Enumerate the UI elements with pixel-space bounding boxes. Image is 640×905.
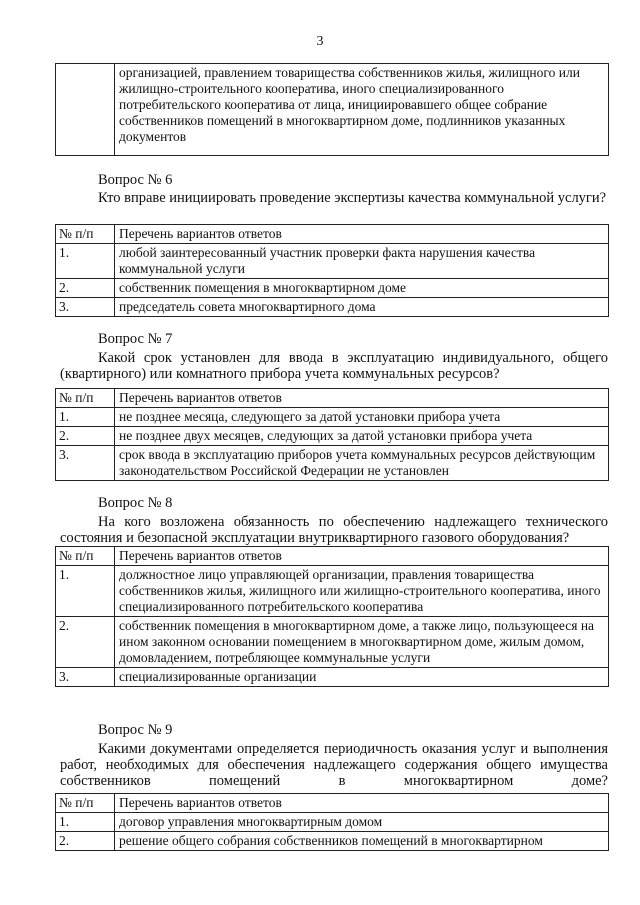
row-number: 1.: [56, 566, 115, 617]
table-row: [56, 408, 609, 427]
table-row: [56, 617, 609, 668]
row-text: решение общего собрания собственников помещений в многоквартирном: [115, 832, 609, 851]
row-number: 3.: [56, 446, 115, 481]
question-8-text: На кого возложена обязанность по обеспечению надлежащего технического состояния и безопасной эксплуатации внутриквартирного газового оборудования?: [60, 514, 608, 546]
header-variants: Перечень вариантов ответов: [115, 547, 609, 566]
row-number: 2.: [56, 832, 115, 851]
row-number: 2.: [56, 617, 115, 668]
question-7-text: Какой срок установлен для ввода в эксплуатацию индивидуального, общего (квартирного) или комнатного прибора учета коммунальных ресурсов?: [60, 350, 608, 382]
row-number: 2.: [56, 279, 115, 298]
question-9-text: Какими документами определяется периодичность оказания услуг и выполнения работ, необходимых для обеспечения надлежащего содержания общего имущества собственников помещений в многоквартирном доме?: [60, 741, 608, 789]
header-number: № п/п: [56, 225, 115, 244]
question-9-table: [55, 793, 609, 851]
table-row: [56, 446, 609, 481]
table-header-row: [56, 794, 609, 813]
table-header-row: [56, 547, 609, 566]
row-text: договор управления многоквартирным домом: [115, 813, 609, 832]
question-7-title: Вопрос № 7: [98, 331, 173, 347]
header-number: № п/п: [56, 794, 115, 813]
header-variants: Перечень вариантов ответов: [115, 389, 609, 408]
table-row: [56, 64, 609, 156]
question-7-table: [55, 388, 609, 481]
row-number: 1.: [56, 244, 115, 279]
header-number: № п/п: [56, 547, 115, 566]
row-number: 1.: [56, 813, 115, 832]
question-8-table: [55, 546, 609, 687]
row-text: не позднее месяца, следующего за датой установки прибора учета: [115, 408, 609, 427]
page-number: 3: [316, 34, 324, 49]
header-variants: Перечень вариантов ответов: [115, 794, 609, 813]
row-text: не позднее двух месяцев, следующих за датой установки прибора учета: [115, 427, 609, 446]
row-number: 3.: [56, 668, 115, 687]
table-row: [56, 668, 609, 687]
row-text: собственник помещения в многоквартирном доме, а также лицо, пользующееся на ином законном основании помещением в многоквартирном доме, жилым домом, домовладением, потребляющее коммунальные услуги: [115, 617, 609, 668]
row-text: должностное лицо управляющей организации, правления товарищества собственников жилья, жилищного или жилищно-строительного кооператива, иного специализированного потребительского кооператива: [115, 566, 609, 617]
table-row: [56, 566, 609, 617]
question-8-title: Вопрос № 8: [98, 495, 173, 511]
table-row: [56, 279, 609, 298]
row-text: собственник помещения в многоквартирном доме: [115, 279, 609, 298]
row-text: председатель совета многоквартирного дома: [115, 298, 609, 317]
row-text: срок ввода в эксплуатацию приборов учета коммунальных ресурсов действующим законодательством Российской Федерации не установлен: [115, 446, 609, 481]
table-row: [56, 298, 609, 317]
row-number-cell: [56, 64, 115, 156]
question-6-title: Вопрос № 6: [98, 172, 173, 188]
row-number: 1.: [56, 408, 115, 427]
header-variants: Перечень вариантов ответов: [115, 225, 609, 244]
question-9-title: Вопрос № 9: [98, 722, 173, 738]
row-text: любой заинтересованный участник проверки факта нарушения качества коммунальной услуги: [115, 244, 609, 279]
continuation-table: [55, 63, 609, 156]
table-header-row: [56, 225, 609, 244]
table-row: [56, 427, 609, 446]
table-header-row: [56, 389, 609, 408]
header-number: № п/п: [56, 389, 115, 408]
variant-cell: организацией, правлением товарищества собственников жилья, жилищного или жилищно-строительного кооператива, иного специализированного потребительского кооператива от лица, инициировавшего общее собрание собственников помещений в многоквартирном доме, подлинников указанных документов: [115, 64, 609, 156]
table-row: [56, 832, 609, 851]
row-number: 2.: [56, 427, 115, 446]
row-number: 3.: [56, 298, 115, 317]
question-6-text: Кто вправе инициировать проведение экспертизы качества коммунальной услуги?: [98, 190, 607, 206]
table-row: [56, 244, 609, 279]
table-row: [56, 813, 609, 832]
question-6-table: [55, 224, 609, 317]
row-text: специализированные организации: [115, 668, 609, 687]
